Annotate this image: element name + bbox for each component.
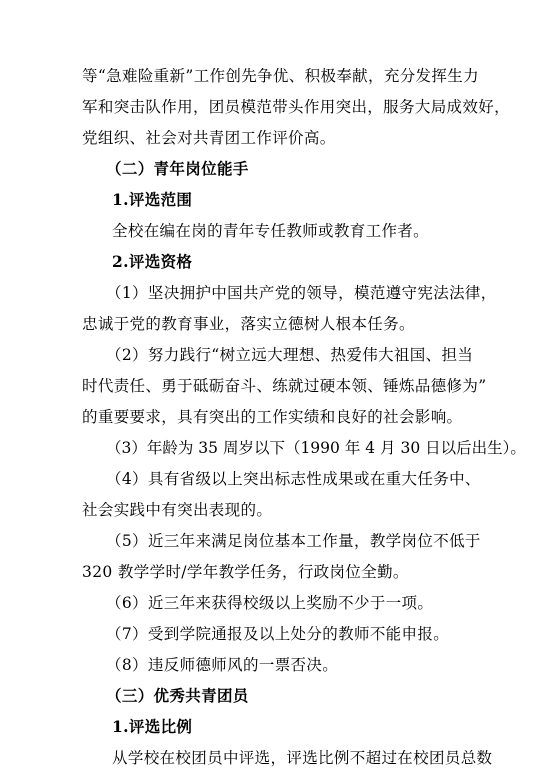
body-text-line: 的重要要求，具有突出的工作实绩和良好的社会影响。 [82, 408, 463, 426]
body-text-line: 社会实践中有突出表现的。 [82, 501, 273, 519]
body-text-line: 军和突击队作用，团员模范带头作用突出，服务大局成效好， [82, 98, 510, 116]
body-text-line: （1）坚决拥护中国共产党的领导，模范遵守宪法法律， [106, 284, 497, 302]
subsection-heading: 2.评选资格 [112, 252, 193, 271]
body-text-line: （2）努力践行“树立远大理想、热爱伟大祖国、担当 [106, 346, 474, 364]
section-heading: （三）优秀共青团员 [106, 686, 249, 705]
subsection-heading: 1.评选比例 [112, 717, 193, 736]
body-text-line: （5）近三年来满足岗位基本工作量，教学岗位不低于 [106, 532, 481, 550]
body-text-line: 从学校在校团员中评选，评选比例不超过在校团员总数 [112, 749, 493, 767]
body-text-line: （3）年龄为 35 周岁以下（1990 年 4 月 30 日以后出生）。 [106, 439, 526, 457]
body-text-line: （7）受到学院通报及以上处分的教师不能申报。 [106, 625, 450, 643]
body-text-line: 时代责任、勇于砥砺奋斗、练就过硬本领、锤炼品德修为” [82, 377, 487, 395]
section-heading: （二）青年岗位能手 [106, 159, 249, 178]
body-text-line: 320 教学学时/学年教学任务，行政岗位全勤。 [82, 563, 409, 581]
body-text-line: 党组织、社会对共青团工作评价高。 [82, 129, 336, 147]
body-text-line: （4）具有省级以上突出标志性成果或在重大任务中、 [106, 470, 481, 488]
body-text-line: （8）违反师德师风的一票否决。 [106, 656, 339, 674]
body-text-line: 全校在编在岗的青年专任教师或教育工作者。 [112, 222, 430, 240]
body-text-line: （6）近三年来获得校级以上奖励不少于一项。 [106, 594, 434, 612]
body-text-line: 等“急难险重新”工作创先争优、积极奉献，充分发挥生力 [82, 67, 479, 85]
body-text-line: 忠诚于党的教育事业，落实立德树人根本任务。 [82, 315, 415, 333]
subsection-heading: 1.评选范围 [112, 190, 193, 209]
